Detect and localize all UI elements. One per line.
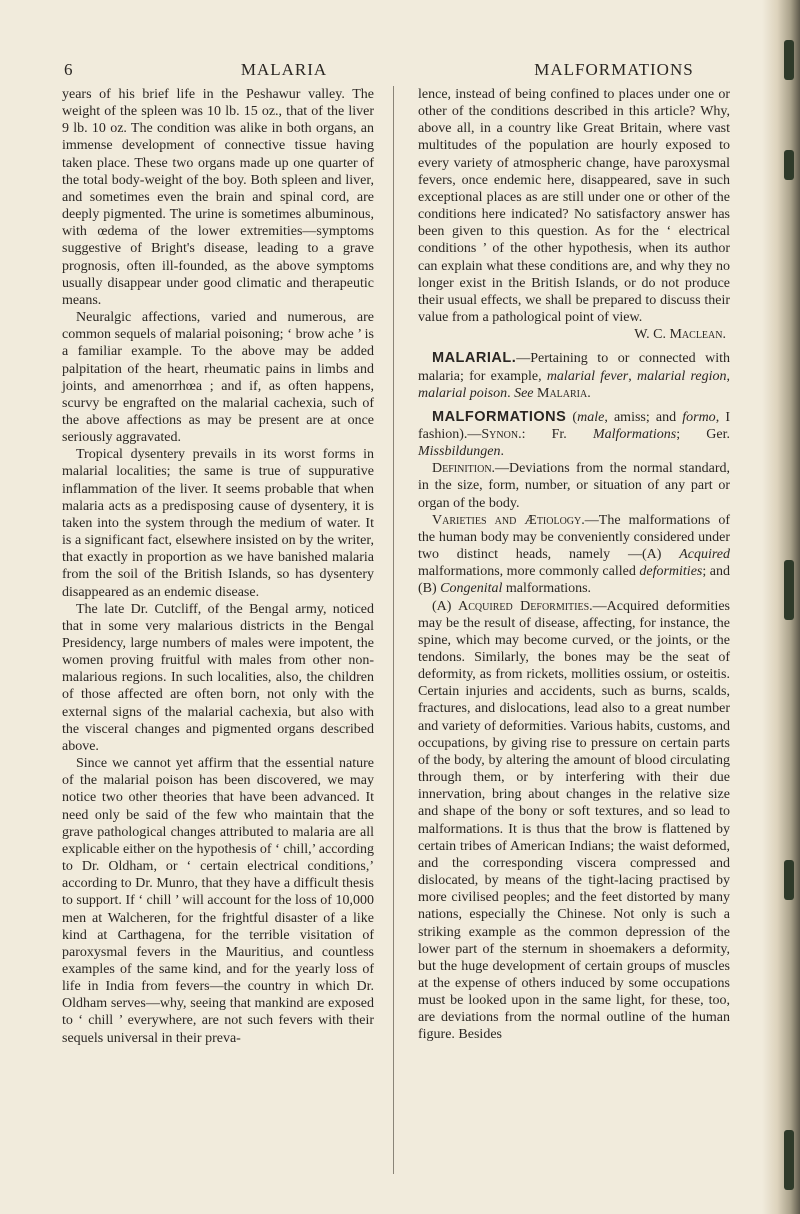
binding-mark bbox=[784, 860, 794, 900]
page-edge-shadow bbox=[762, 0, 800, 1214]
entry-heading: MALARIAL. bbox=[432, 350, 517, 367]
entry-malformations: MALFORMATIONS (male, amiss; and formo, I fashion).—Synon.: Fr. Malformations; Ger. Missbildungen. bbox=[418, 408, 730, 460]
acquired-paragraph: (A) Acquired Deformities.—Acquired deformities may be the result of disease, affecting, for instance, the spine, which may become curved, or the joints, or the tendons. Similarly, the bones may be the seat of deformity, as from rickets, mollities ossium, or osteitis. Certain injuries and accidents, such as burns, scalds, fractures, and dislocations, lead also to a great number and variety of deformities. Various habits, customs, and occupations, by giving rise to pressure on certain parts of the body, by altering the amount of blood circulating through them, or by interfering with their due innervation, bring about changes in the relative size and shape of the bony or soft textures, and so lead to malformations. It is thus that the brow is flattened by certain tribes of American Indians; the waist deformed, and the corresponding viscera compressed and dislocated, by means of the tight-lacing practised by more civilised peoples; and the feet distorted by many nations, especially the Chinese. Not only is such a striking example as the common depression of the lower part of the sternum in shoemakers a deformity, but the huge development of certain groups of muscles at the expense of others induced by some occupations must be looked upon in the same light, for these, too, are deviations from the normal outline of the human figure. Besides bbox=[418, 598, 730, 1043]
entry-malarial: MALARIAL.—Pertaining to or connected with malaria; for example, malarial fever, malarial region, malarial poison. See Malaria. bbox=[418, 350, 730, 401]
right-running-title: MALFORMATIONS bbox=[534, 60, 694, 79]
definition-paragraph: Definition.—Deviations from the normal standard, in the size, form, number, or situation of any part or organ of the body. bbox=[418, 461, 730, 511]
paragraph: Tropical dysentery prevails in its worst forms in malarial localities; the same is true of suppurative inflammation of the liver. It seems probable that when malaria acts as a predisposing cause of dysentery, it is taken into the system through the medium of water. It is a significant fact, elsewhere insisted on by the writer, that exactly in proportion as we have banished malaria from the soil of the British Islands, so has dysentery disappeared as an endemic disease. bbox=[62, 447, 374, 600]
paragraph: Neuralgic affections, varied and numerous, are common sequels of malarial poisoning; ‘ brow ache ’ is a familiar example. To the above may be added palpitation of the heart, rheumatic pains in limbs and joints, and amenorrhœa ; and if, as often happens, scurvy be engrafted on the malarial cachexia, such of the above affections as may be present are at once seriously aggravated. bbox=[62, 310, 374, 446]
binding-mark bbox=[784, 40, 794, 80]
right-column bbox=[418, 86, 730, 1044]
binding-mark bbox=[784, 150, 794, 180]
left-running-title: MALARIA bbox=[240, 60, 328, 79]
running-header bbox=[64, 60, 736, 84]
section-label: (A) Acquired Deformities. bbox=[432, 598, 593, 614]
author-signature: W. C. Maclean. bbox=[634, 327, 726, 343]
column-divider bbox=[393, 86, 394, 1174]
cross-reference: Malaria. bbox=[533, 385, 591, 401]
binding-mark bbox=[784, 1130, 794, 1190]
entry-heading: MALFORMATIONS bbox=[432, 408, 567, 425]
page-number: 6 bbox=[64, 60, 74, 79]
paragraph: The late Dr. Cutcliff, of the Bengal army, noticed that in some very malarious districts in the Bengal Presidency, large numbers of males were impotent, the women proving fruitful with males from other non-malarious regions. In such localities, also, the children of those affected are often born, not only with the external signs of the malarial cachexia, but also with the visceral changes and pigmented organs described above. bbox=[62, 601, 374, 754]
section-label: Definition. bbox=[432, 461, 496, 477]
section-label: Varieties and Ætiology. bbox=[432, 512, 585, 528]
varieties-paragraph: Varieties and Ætiology.—The malformations of the human body may be conveniently considered under two distinct heads, namely —(A) Acquired malformations, more commonly called deformities; and (B) Congenital malformations. bbox=[418, 512, 730, 597]
paragraph: years of his brief life in the Peshawur valley. The weight of the spleen was 10 lb. 15 oz., that of the liver 9 lb. 10 oz. The condition was alike in both organs, an immense development of connective tissue having taken place. These two organs made up one quarter of the total body-weight of the boy. Both spleen and liver, and sometimes even the brain and spinal cord, are deeply pigmented. The urine is sometimes albuminous, with œdema of the lower extremities—symptoms suggestive of Bright's disease, leading to a grave prognosis, often ill-founded, as the above symptoms usually disappear under good climatic and therapeutic means. bbox=[62, 87, 374, 308]
paragraph: Since we cannot yet affirm that the essential nature of the malarial poison has been discovered, we may notice two other theories that have been advanced. It need only be said of the few who maintain that the grave pathological changes attributed to malaria are all explicable either on the hypothesis of ‘ chill,’ according to Dr. Oldham, or ‘ certain electrical conditions,’ according to Dr. Munro, that they have a difficult thesis to support. If ‘ chill ’ will account for the loss of 10,000 men at Walcheren, for the frightful disaster of a like kind at Carthagena, for the terrible visitation of paroxysmal fevers in the Mauritius, and countless examples of the same kind, and for the yearly loss of life in India from fevers—the country in which Dr. Oldham serves—why, seeing that mankind are exposed to ‘ chill ’ everywhere, are not such fevers with their sequels universal in their preva- bbox=[62, 756, 374, 1046]
binding-mark bbox=[784, 560, 794, 620]
left-column bbox=[62, 86, 374, 1047]
paragraph: lence, instead of being confined to places under one or other of the conditions described in this article? Why, above all, in a country like Great Britain, where vast multitudes of the population are hourly exposed to every variety of atmospheric change, have paroxysmal fevers, once endemic here, disappeared, save in such exceptional places as are still under one or other of the conditions here indicated? No satisfactory answer has been given to this question. As for the ‘ electrical conditions ’ of the other hypothesis, when its author can explain what these conditions are, and why they no longer exist in the British Islands, or do not produce their usual effects, we shall be prepared to discuss their value from a pathological point of view. bbox=[418, 87, 730, 326]
